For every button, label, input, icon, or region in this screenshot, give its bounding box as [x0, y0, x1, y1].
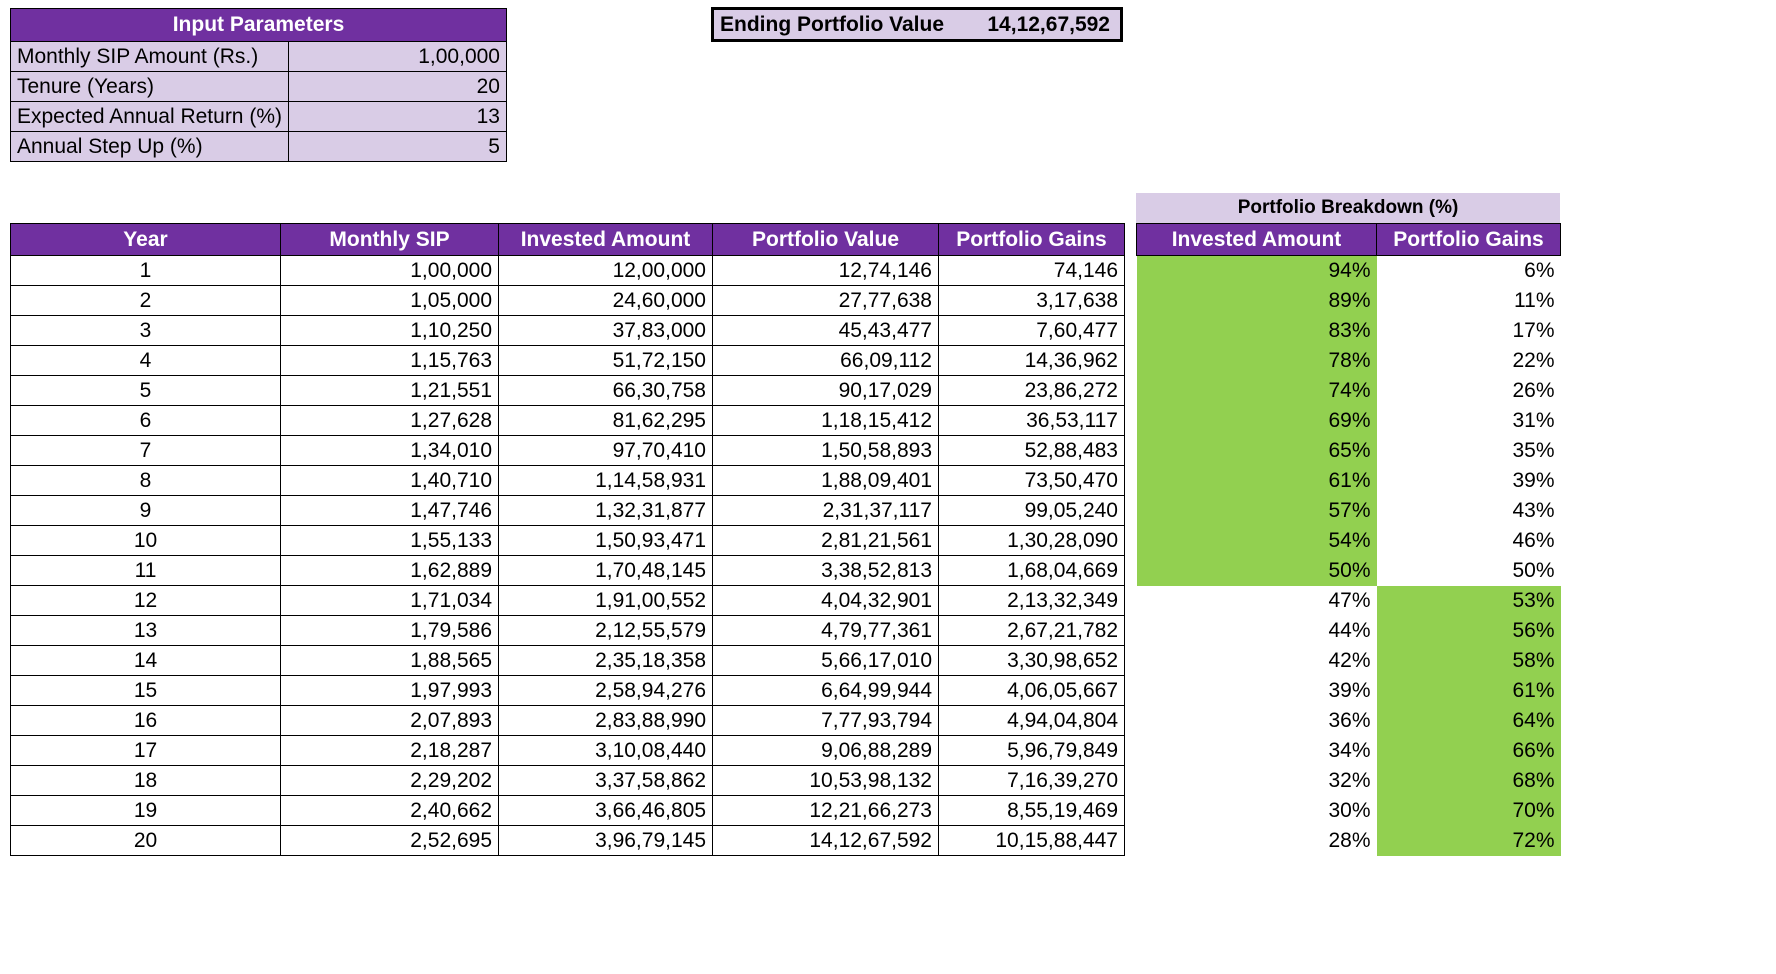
gains-percent-cell: 35%: [1377, 436, 1561, 466]
year-cell: 6: [11, 406, 281, 436]
portfolio-value-cell: 1,18,15,412: [713, 406, 939, 436]
invested-percent-cell: 42%: [1137, 646, 1377, 676]
portfolio-gains-cell: 2,67,21,782: [939, 616, 1125, 646]
table-row: [11, 706, 1125, 736]
sip-projection-table: [10, 223, 1125, 856]
gains-percent-cell: 53%: [1377, 586, 1561, 616]
portfolio-value-cell: 12,74,146: [713, 256, 939, 286]
portfolio-gains-cell: 7,60,477: [939, 316, 1125, 346]
year-cell: 3: [11, 316, 281, 346]
portfolio-gains-cell: 3,17,638: [939, 286, 1125, 316]
year-cell: 16: [11, 706, 281, 736]
breakdown-row: [1137, 346, 1561, 376]
table-row: [11, 406, 1125, 436]
breakdown-row: [1137, 586, 1561, 616]
year-cell: 4: [11, 346, 281, 376]
year-cell: 12: [11, 586, 281, 616]
table-row: [11, 316, 1125, 346]
invested-percent-cell: 39%: [1137, 676, 1377, 706]
invested-percent-cell: 89%: [1137, 286, 1377, 316]
table-row: [11, 376, 1125, 406]
breakdown-row: [1137, 766, 1561, 796]
portfolio-value-cell: 7,77,93,794: [713, 706, 939, 736]
portfolio-gains-cell: 1,30,28,090: [939, 526, 1125, 556]
portfolio-value-cell: 1,50,58,893: [713, 436, 939, 466]
breakdown-row: [1137, 526, 1561, 556]
portfolio-value-cell: 4,04,32,901: [713, 586, 939, 616]
invested-amount-cell: 1,14,58,931: [499, 466, 713, 496]
input-parameter-label: Annual Step Up (%): [11, 132, 289, 162]
invested-percent-cell: 54%: [1137, 526, 1377, 556]
portfolio-gains-cell: 7,16,39,270: [939, 766, 1125, 796]
gains-percent-cell: 56%: [1377, 616, 1561, 646]
portfolio-gains-cell: 99,05,240: [939, 496, 1125, 526]
breakdown-row: [1137, 736, 1561, 766]
breakdown-column-header: Invested Amount: [1137, 224, 1377, 256]
gains-percent-cell: 68%: [1377, 766, 1561, 796]
portfolio-value-cell: 3,38,52,813: [713, 556, 939, 586]
table-row: [11, 436, 1125, 466]
portfolio-gains-cell: 4,06,05,667: [939, 676, 1125, 706]
year-cell: 15: [11, 676, 281, 706]
year-cell: 19: [11, 796, 281, 826]
gains-percent-cell: 64%: [1377, 706, 1561, 736]
monthly-sip-cell: 1,71,034: [281, 586, 499, 616]
invested-amount-cell: 3,66,46,805: [499, 796, 713, 826]
invested-amount-cell: 1,70,48,145: [499, 556, 713, 586]
invested-percent-cell: 36%: [1137, 706, 1377, 736]
table-row: [11, 346, 1125, 376]
input-parameters-title: Input Parameters: [11, 9, 507, 42]
invested-amount-cell: 81,62,295: [499, 406, 713, 436]
portfolio-value-cell: 10,53,98,132: [713, 766, 939, 796]
portfolio-value-cell: 45,43,477: [713, 316, 939, 346]
invested-percent-cell: 69%: [1137, 406, 1377, 436]
invested-percent-cell: 50%: [1137, 556, 1377, 586]
breakdown-row: [1137, 556, 1561, 586]
invested-percent-cell: 65%: [1137, 436, 1377, 466]
input-parameters-table: [10, 8, 507, 162]
input-parameter-row: [11, 42, 507, 72]
invested-amount-cell: 51,72,150: [499, 346, 713, 376]
gains-percent-cell: 70%: [1377, 796, 1561, 826]
table-row: [11, 526, 1125, 556]
monthly-sip-cell: 1,27,628: [281, 406, 499, 436]
invested-amount-cell: 2,35,18,358: [499, 646, 713, 676]
invested-percent-cell: 74%: [1137, 376, 1377, 406]
input-parameter-label: Tenure (Years): [11, 72, 289, 102]
input-parameter-row: [11, 72, 507, 102]
breakdown-row: [1137, 256, 1561, 286]
portfolio-value-cell: 4,79,77,361: [713, 616, 939, 646]
input-parameter-value: 20: [288, 72, 506, 102]
monthly-sip-cell: 1,47,746: [281, 496, 499, 526]
invested-amount-cell: 2,83,88,990: [499, 706, 713, 736]
portfolio-gains-cell: 10,15,88,447: [939, 826, 1125, 856]
invested-percent-cell: 61%: [1137, 466, 1377, 496]
portfolio-gains-cell: 14,36,962: [939, 346, 1125, 376]
input-parameter-value: 5: [288, 132, 506, 162]
invested-amount-cell: 1,50,93,471: [499, 526, 713, 556]
table-row: [11, 466, 1125, 496]
gains-percent-cell: 39%: [1377, 466, 1561, 496]
portfolio-value-cell: 5,66,17,010: [713, 646, 939, 676]
breakdown-row: [1137, 316, 1561, 346]
column-header: Year: [11, 224, 281, 256]
gains-percent-cell: 17%: [1377, 316, 1561, 346]
ending-portfolio-value-box: [711, 7, 1123, 42]
gains-percent-cell: 43%: [1377, 496, 1561, 526]
portfolio-gains-cell: 52,88,483: [939, 436, 1125, 466]
year-cell: 14: [11, 646, 281, 676]
portfolio-gains-cell: 36,53,117: [939, 406, 1125, 436]
column-header: Portfolio Gains: [939, 224, 1125, 256]
year-cell: 18: [11, 766, 281, 796]
gains-percent-cell: 22%: [1377, 346, 1561, 376]
breakdown-row: [1137, 616, 1561, 646]
portfolio-value-cell: 90,17,029: [713, 376, 939, 406]
table-row: [11, 796, 1125, 826]
table-row: [11, 286, 1125, 316]
input-parameter-label: Monthly SIP Amount (Rs.): [11, 42, 289, 72]
breakdown-row: [1137, 676, 1561, 706]
monthly-sip-cell: 1,62,889: [281, 556, 499, 586]
monthly-sip-cell: 1,97,993: [281, 676, 499, 706]
invested-amount-cell: 12,00,000: [499, 256, 713, 286]
portfolio-gains-cell: 5,96,79,849: [939, 736, 1125, 766]
table-row: [11, 496, 1125, 526]
invested-percent-cell: 32%: [1137, 766, 1377, 796]
portfolio-value-cell: 2,81,21,561: [713, 526, 939, 556]
year-cell: 20: [11, 826, 281, 856]
table-row: [11, 616, 1125, 646]
invested-percent-cell: 83%: [1137, 316, 1377, 346]
invested-percent-cell: 30%: [1137, 796, 1377, 826]
year-cell: 10: [11, 526, 281, 556]
gains-percent-cell: 72%: [1377, 826, 1561, 856]
input-parameter-row: [11, 132, 507, 162]
invested-percent-cell: 94%: [1137, 256, 1377, 286]
invested-percent-cell: 28%: [1137, 826, 1377, 856]
year-cell: 1: [11, 256, 281, 286]
invested-amount-cell: 66,30,758: [499, 376, 713, 406]
invested-amount-cell: 1,91,00,552: [499, 586, 713, 616]
year-cell: 13: [11, 616, 281, 646]
breakdown-row: [1137, 436, 1561, 466]
gains-percent-cell: 46%: [1377, 526, 1561, 556]
portfolio-value-cell: 14,12,67,592: [713, 826, 939, 856]
invested-amount-cell: 3,37,58,862: [499, 766, 713, 796]
invested-amount-cell: 24,60,000: [499, 286, 713, 316]
invested-amount-cell: 2,12,55,579: [499, 616, 713, 646]
invested-percent-cell: 78%: [1137, 346, 1377, 376]
gains-percent-cell: 11%: [1377, 286, 1561, 316]
monthly-sip-cell: 1,79,586: [281, 616, 499, 646]
invested-percent-cell: 57%: [1137, 496, 1377, 526]
monthly-sip-cell: 1,15,763: [281, 346, 499, 376]
monthly-sip-cell: 1,40,710: [281, 466, 499, 496]
table-row: [11, 556, 1125, 586]
portfolio-gains-cell: 8,55,19,469: [939, 796, 1125, 826]
invested-amount-cell: 3,96,79,145: [499, 826, 713, 856]
ending-portfolio-value-label: Ending Portfolio Value: [720, 12, 945, 36]
year-cell: 8: [11, 466, 281, 496]
monthly-sip-cell: 1,55,133: [281, 526, 499, 556]
portfolio-value-cell: 2,31,37,117: [713, 496, 939, 526]
table-row: [11, 736, 1125, 766]
input-parameter-label: Expected Annual Return (%): [11, 102, 289, 132]
table-row: [11, 766, 1125, 796]
column-header: Portfolio Value: [713, 224, 939, 256]
gains-percent-cell: 26%: [1377, 376, 1561, 406]
breakdown-row: [1137, 286, 1561, 316]
breakdown-row: [1137, 406, 1561, 436]
column-header: Invested Amount: [499, 224, 713, 256]
portfolio-gains-cell: 73,50,470: [939, 466, 1125, 496]
ending-portfolio-value: 14,12,67,592: [987, 12, 1110, 36]
gains-percent-cell: 58%: [1377, 646, 1561, 676]
year-cell: 7: [11, 436, 281, 466]
breakdown-row: [1137, 376, 1561, 406]
year-cell: 17: [11, 736, 281, 766]
breakdown-row: [1137, 826, 1561, 856]
monthly-sip-cell: 1,05,000: [281, 286, 499, 316]
monthly-sip-cell: 1,21,551: [281, 376, 499, 406]
table-row: [11, 826, 1125, 856]
table-row: [11, 256, 1125, 286]
gains-percent-cell: 50%: [1377, 556, 1561, 586]
input-parameter-value: 1,00,000: [288, 42, 506, 72]
invested-amount-cell: 2,58,94,276: [499, 676, 713, 706]
table-row: [11, 646, 1125, 676]
portfolio-gains-cell: 4,94,04,804: [939, 706, 1125, 736]
monthly-sip-cell: 2,29,202: [281, 766, 499, 796]
portfolio-breakdown-table: [1136, 223, 1561, 856]
breakdown-column-header: Portfolio Gains: [1377, 224, 1561, 256]
portfolio-gains-cell: 23,86,272: [939, 376, 1125, 406]
breakdown-row: [1137, 706, 1561, 736]
year-cell: 9: [11, 496, 281, 526]
portfolio-gains-cell: 3,30,98,652: [939, 646, 1125, 676]
portfolio-gains-cell: 1,68,04,669: [939, 556, 1125, 586]
portfolio-value-cell: 1,88,09,401: [713, 466, 939, 496]
invested-amount-cell: 3,10,08,440: [499, 736, 713, 766]
portfolio-value-cell: 6,64,99,944: [713, 676, 939, 706]
input-parameter-row: [11, 102, 507, 132]
gains-percent-cell: 6%: [1377, 256, 1561, 286]
invested-percent-cell: 34%: [1137, 736, 1377, 766]
breakdown-row: [1137, 796, 1561, 826]
breakdown-row: [1137, 646, 1561, 676]
monthly-sip-cell: 2,18,287: [281, 736, 499, 766]
portfolio-value-cell: 27,77,638: [713, 286, 939, 316]
column-header: Monthly SIP: [281, 224, 499, 256]
monthly-sip-cell: 2,07,893: [281, 706, 499, 736]
invested-amount-cell: 1,32,31,877: [499, 496, 713, 526]
monthly-sip-cell: 1,88,565: [281, 646, 499, 676]
invested-amount-cell: 97,70,410: [499, 436, 713, 466]
monthly-sip-cell: 1,10,250: [281, 316, 499, 346]
monthly-sip-cell: 1,34,010: [281, 436, 499, 466]
table-row: [11, 676, 1125, 706]
gains-percent-cell: 31%: [1377, 406, 1561, 436]
portfolio-value-cell: 66,09,112: [713, 346, 939, 376]
table-row: [11, 586, 1125, 616]
invested-amount-cell: 37,83,000: [499, 316, 713, 346]
monthly-sip-cell: 1,00,000: [281, 256, 499, 286]
gains-percent-cell: 61%: [1377, 676, 1561, 706]
portfolio-gains-cell: 2,13,32,349: [939, 586, 1125, 616]
breakdown-row: [1137, 496, 1561, 526]
breakdown-row: [1137, 466, 1561, 496]
monthly-sip-cell: 2,40,662: [281, 796, 499, 826]
invested-percent-cell: 44%: [1137, 616, 1377, 646]
monthly-sip-cell: 2,52,695: [281, 826, 499, 856]
input-parameter-value: 13: [288, 102, 506, 132]
portfolio-breakdown-title: Portfolio Breakdown (%): [1136, 193, 1560, 223]
portfolio-gains-cell: 74,146: [939, 256, 1125, 286]
year-cell: 2: [11, 286, 281, 316]
year-cell: 5: [11, 376, 281, 406]
gains-percent-cell: 66%: [1377, 736, 1561, 766]
invested-percent-cell: 47%: [1137, 586, 1377, 616]
portfolio-value-cell: 9,06,88,289: [713, 736, 939, 766]
portfolio-value-cell: 12,21,66,273: [713, 796, 939, 826]
year-cell: 11: [11, 556, 281, 586]
